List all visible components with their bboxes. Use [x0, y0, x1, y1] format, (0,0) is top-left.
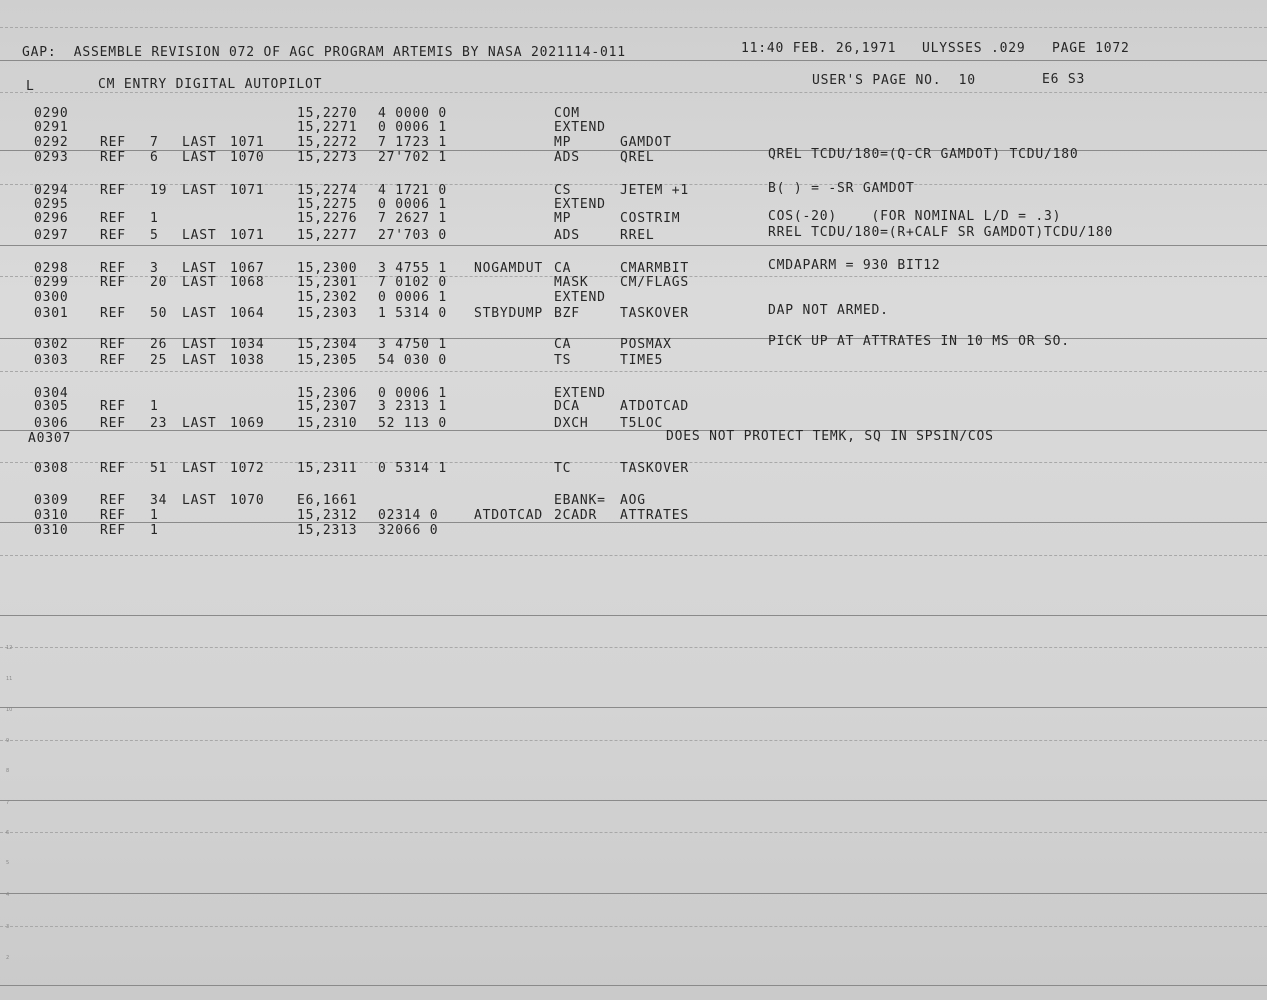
ref-count: 20 [150, 275, 168, 290]
address: 15,2272 [297, 135, 358, 150]
last-page: 1072 [230, 461, 265, 476]
last-page: 1070 [230, 150, 265, 165]
address: 15,2300 [297, 261, 358, 276]
opcode: EXTEND [554, 290, 606, 305]
ref-label: REF [100, 150, 126, 165]
line-number: 0299 [34, 275, 69, 290]
last-label: LAST [182, 353, 217, 368]
opcode: ADS [554, 228, 580, 243]
ref-label: REF [100, 211, 126, 226]
line-number: 0305 [34, 399, 69, 414]
opcode: ADS [554, 150, 580, 165]
last-page: 1071 [230, 135, 265, 150]
rule [0, 60, 1267, 61]
operand: CM/FLAGS [620, 275, 690, 290]
opcode: MASK [554, 275, 589, 290]
rule [0, 893, 1267, 894]
operand: RREL [620, 228, 655, 243]
ref-count: 1 [150, 399, 159, 414]
last-label: LAST [182, 228, 217, 243]
ref-count: 3 [150, 261, 159, 276]
last-label: LAST [182, 183, 217, 198]
ref-label: REF [100, 523, 126, 538]
opcode: EXTEND [554, 197, 606, 212]
rule [0, 985, 1267, 986]
last-label: LAST [182, 416, 217, 431]
last-label: LAST [182, 150, 217, 165]
operand: TASKOVER [620, 306, 690, 321]
comment: B( ) = -SR GAMDOT [768, 181, 915, 196]
margin-line-number: 5 [6, 860, 10, 866]
ref-label: REF [100, 493, 126, 508]
operand: T5LOC [620, 416, 664, 431]
opcode: CA [554, 337, 572, 352]
ref-label: REF [100, 306, 126, 321]
last-label: LAST [182, 135, 217, 150]
rule [0, 27, 1267, 28]
last-label: LAST [182, 261, 217, 276]
ref-label: REF [100, 135, 126, 150]
ref-count: 1 [150, 508, 159, 523]
line-number: 0308 [34, 461, 69, 476]
line-number: 0301 [34, 306, 69, 321]
address: 15,2271 [297, 120, 358, 135]
octal-word: 1 5314 0 [378, 306, 448, 321]
address: E6,1661 [297, 493, 358, 508]
margin-line-number: 10 [6, 707, 13, 713]
address: 15,2275 [297, 197, 358, 212]
rule [0, 555, 1267, 556]
last-label: LAST [182, 493, 217, 508]
opcode: COM [554, 106, 580, 121]
bank-label: E6 S3 [1042, 72, 1086, 87]
address: 15,2302 [297, 290, 358, 305]
octal-word: 0 0006 1 [378, 290, 448, 305]
address: 15,2301 [297, 275, 358, 290]
ref-label: REF [100, 275, 126, 290]
operand: AOG [620, 493, 646, 508]
ref-count: 26 [150, 337, 168, 352]
page-number: PAGE 1072 [1052, 41, 1130, 56]
listing-title: GAP: ASSEMBLE REVISION 072 OF AGC PROGRAM ARTEMIS BY NASA 2021114-011 [22, 45, 626, 60]
opcode: DXCH [554, 416, 589, 431]
address: 15,2305 [297, 353, 358, 368]
operand: ATTRATES [620, 508, 690, 523]
address: 15,2306 [297, 386, 358, 401]
last-page: 1064 [230, 306, 265, 321]
line-number: 0294 [34, 183, 69, 198]
margin-line-number: 9 [6, 738, 10, 744]
comment: DOES NOT PROTECT TEMK, SQ IN SPSIN/COS [666, 429, 994, 444]
line-number: A0307 [28, 431, 72, 446]
last-page: 1038 [230, 353, 265, 368]
comment: QREL TCDU/180=(Q-CR GAMDOT) TCDU/180 [768, 147, 1079, 162]
line-number: 0297 [34, 228, 69, 243]
octal-word: 54 030 0 [378, 353, 448, 368]
operand: GAMDOT [620, 135, 672, 150]
ref-count: 50 [150, 306, 168, 321]
octal-word: 7 2627 1 [378, 211, 448, 226]
rule [0, 647, 1267, 648]
line-number: 0298 [34, 261, 69, 276]
rule [0, 926, 1267, 927]
comment: DAP NOT ARMED. [768, 303, 889, 318]
operand: JETEM +1 [620, 183, 690, 198]
opcode: 2CADR [554, 508, 598, 523]
octal-word: 4 0000 0 [378, 106, 448, 121]
octal-word: 32066 0 [378, 523, 439, 538]
line-number: 0303 [34, 353, 69, 368]
user-id: ULYSSES .029 [922, 41, 1026, 56]
line-number: 0290 [34, 106, 69, 121]
rule [0, 832, 1267, 833]
ref-count: 7 [150, 135, 159, 150]
address: 15,2277 [297, 228, 358, 243]
ref-label: REF [100, 461, 126, 476]
ref-count: 34 [150, 493, 168, 508]
last-page: 1070 [230, 493, 265, 508]
last-page: 1034 [230, 337, 265, 352]
operand: TASKOVER [620, 461, 690, 476]
address: 15,2270 [297, 106, 358, 121]
margin-line-number: 12 [6, 645, 13, 651]
operand: CMARMBIT [620, 261, 690, 276]
line-number: 0304 [34, 386, 69, 401]
address: 15,2276 [297, 211, 358, 226]
marker-letter: L [26, 79, 35, 94]
comment: COS(-20) (FOR NOMINAL L/D = .3) [768, 209, 1062, 224]
section-title: CM ENTRY DIGITAL AUTOPILOT [98, 77, 323, 92]
ref-label: REF [100, 228, 126, 243]
last-label: LAST [182, 306, 217, 321]
margin-line-number: 7 [6, 800, 10, 806]
operand: POSMAX [620, 337, 672, 352]
address: 15,2274 [297, 183, 358, 198]
ref-label: REF [100, 508, 126, 523]
octal-word: 02314 0 [378, 508, 439, 523]
opcode: EXTEND [554, 120, 606, 135]
ref-count: 1 [150, 523, 159, 538]
ref-label: REF [100, 183, 126, 198]
ref-count: 19 [150, 183, 168, 198]
octal-word: 0 0006 1 [378, 197, 448, 212]
line-number: 0300 [34, 290, 69, 305]
opcode: MP [554, 135, 572, 150]
opcode: BZF [554, 306, 580, 321]
operand: COSTRIM [620, 211, 681, 226]
print-timestamp: 11:40 FEB. 26,1971 [741, 41, 897, 56]
octal-word: 3 4755 1 [378, 261, 448, 276]
rule [0, 800, 1267, 801]
line-number: 0309 [34, 493, 69, 508]
ref-count: 25 [150, 353, 168, 368]
opcode: TC [554, 461, 572, 476]
location-label: STBYDUMP [474, 306, 544, 321]
rule [0, 707, 1267, 708]
address: 15,2310 [297, 416, 358, 431]
last-page: 1071 [230, 228, 265, 243]
comment: PICK UP AT ATTRATES IN 10 MS OR SO. [768, 334, 1070, 349]
rule [0, 371, 1267, 372]
address: 15,2304 [297, 337, 358, 352]
octal-word: 0 0006 1 [378, 386, 448, 401]
ref-count: 51 [150, 461, 168, 476]
ref-label: REF [100, 261, 126, 276]
margin-line-number: 4 [6, 892, 10, 898]
line-number: 0302 [34, 337, 69, 352]
octal-word: 3 4750 1 [378, 337, 448, 352]
octal-word: 0 5314 1 [378, 461, 448, 476]
ref-label: REF [100, 416, 126, 431]
line-number: 0293 [34, 150, 69, 165]
line-number: 0291 [34, 120, 69, 135]
last-page: 1068 [230, 275, 265, 290]
opcode: CA [554, 261, 572, 276]
line-number: 0306 [34, 416, 69, 431]
opcode: DCA [554, 399, 580, 414]
line-number: 0310 [34, 508, 69, 523]
address: 15,2273 [297, 150, 358, 165]
octal-word: 4 1721 0 [378, 183, 448, 198]
opcode: MP [554, 211, 572, 226]
last-label: LAST [182, 337, 217, 352]
last-page: 1071 [230, 183, 265, 198]
opcode: TS [554, 353, 572, 368]
operand: TIME5 [620, 353, 664, 368]
last-page: 1069 [230, 416, 265, 431]
ref-label: REF [100, 337, 126, 352]
line-number: 0292 [34, 135, 69, 150]
ref-label: REF [100, 353, 126, 368]
opcode: CS [554, 183, 572, 198]
location-label: ATDOTCAD [474, 508, 544, 523]
last-label: LAST [182, 461, 217, 476]
octal-word: 7 1723 1 [378, 135, 448, 150]
line-number: 0310 [34, 523, 69, 538]
margin-line-number: 3 [6, 924, 10, 930]
octal-word: 27'703 0 [378, 228, 448, 243]
opcode: EXTEND [554, 386, 606, 401]
opcode: EBANK= [554, 493, 606, 508]
comment: RREL TCDU/180=(R+CALF SR GAMDOT)TCDU/180 [768, 225, 1114, 240]
address: 15,2303 [297, 306, 358, 321]
operand: QREL [620, 150, 655, 165]
rule [0, 92, 1267, 93]
rule [0, 740, 1267, 741]
ref-count: 6 [150, 150, 159, 165]
line-number: 0295 [34, 197, 69, 212]
octal-word: 3 2313 1 [378, 399, 448, 414]
octal-word: 27'702 1 [378, 150, 448, 165]
operand: ATDOTCAD [620, 399, 690, 414]
last-page: 1067 [230, 261, 265, 276]
rule [0, 245, 1267, 246]
rule [0, 615, 1267, 616]
ref-count: 23 [150, 416, 168, 431]
ref-count: 1 [150, 211, 159, 226]
users-page-number: USER'S PAGE NO. 10 [812, 73, 976, 88]
address: 15,2312 [297, 508, 358, 523]
margin-line-number: 11 [6, 676, 13, 682]
octal-word: 52 113 0 [378, 416, 448, 431]
comment: CMDAPARM = 930 BIT12 [768, 258, 941, 273]
margin-line-number: 6 [6, 830, 10, 836]
margin-line-number: 2 [6, 955, 10, 961]
margin-line-number: 8 [6, 768, 10, 774]
address: 15,2311 [297, 461, 358, 476]
octal-word: 0 0006 1 [378, 120, 448, 135]
address: 15,2307 [297, 399, 358, 414]
last-label: LAST [182, 275, 217, 290]
location-label: NOGAMDUT [474, 261, 544, 276]
address: 15,2313 [297, 523, 358, 538]
ref-count: 5 [150, 228, 159, 243]
ref-label: REF [100, 399, 126, 414]
octal-word: 7 0102 0 [378, 275, 448, 290]
line-number: 0296 [34, 211, 69, 226]
